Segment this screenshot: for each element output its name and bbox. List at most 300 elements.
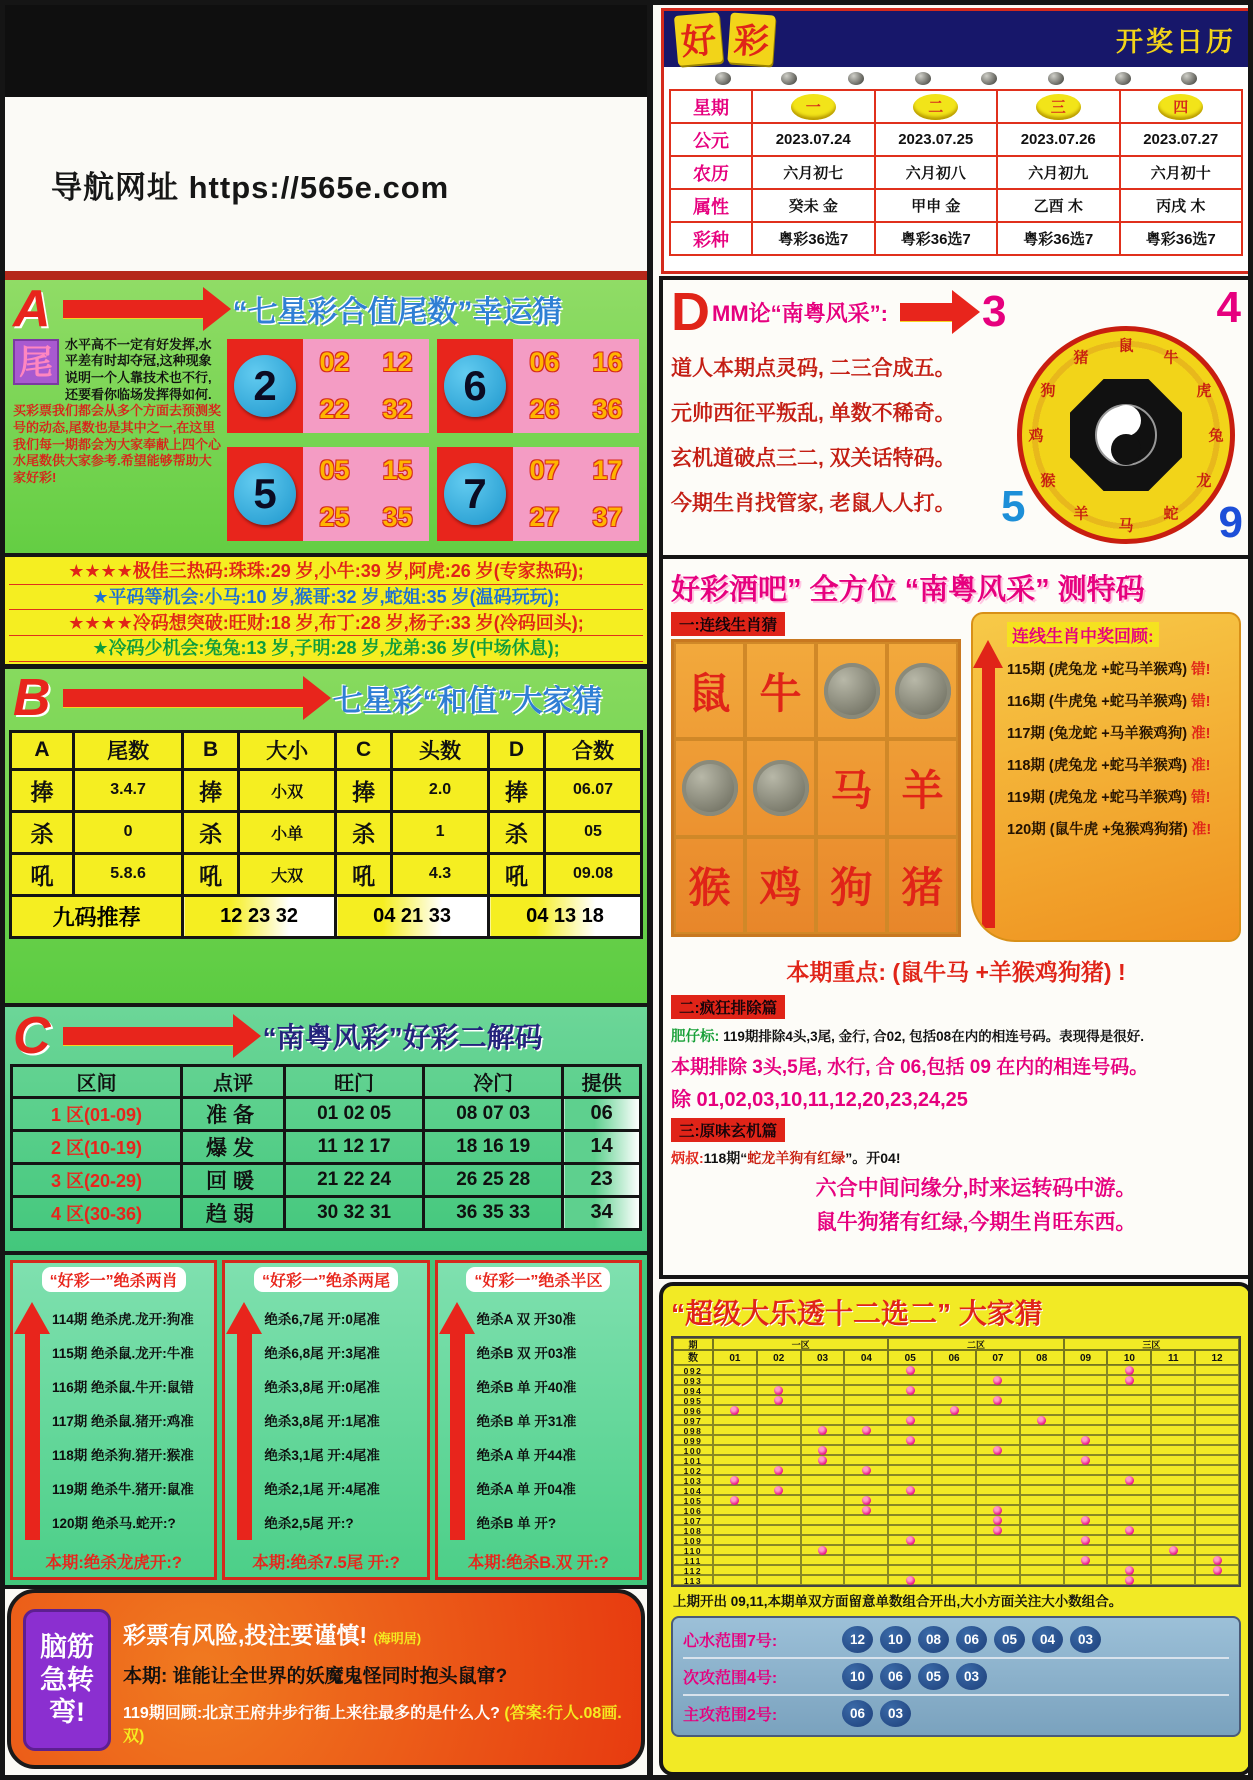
- lotto-cell: [801, 1375, 845, 1385]
- calendar-value: 癸未 金: [752, 189, 875, 222]
- b-cell: 杀: [183, 811, 239, 853]
- intro-text-red: 买彩票我们都会从多个方面去预测奖号的动态,尾数也是其中之一,在这里我们每一期都会为大家奉献上四个心水尾数供大家参考.希望能够帮助大家好彩!: [13, 403, 222, 485]
- period-label: 097: [673, 1415, 713, 1425]
- lotto-cell: [801, 1425, 845, 1435]
- lotto-dot: [1213, 1556, 1222, 1565]
- tail-digit-chip: [227, 447, 303, 541]
- calendar-value: 甲申 金: [875, 189, 998, 222]
- riddle-review: [123, 1700, 629, 1746]
- tail-number: 32: [382, 393, 413, 424]
- lotto-dot: [1213, 1566, 1222, 1575]
- period-label: 096: [673, 1405, 713, 1415]
- tail-numbers: [513, 339, 639, 433]
- lotto-row: [673, 1395, 1239, 1405]
- lotto-cell: [888, 1505, 932, 1515]
- lotto-cell: [1020, 1555, 1064, 1565]
- lotto-cell: [1020, 1515, 1064, 1525]
- kill-record: 绝杀6,7尾 开:0尾准: [264, 1312, 380, 1327]
- lotto-cell: [801, 1525, 845, 1535]
- lotto-cell: [1107, 1475, 1151, 1485]
- lotto-row: [673, 1515, 1239, 1525]
- lotto-cell: [976, 1385, 1020, 1395]
- section-c: [5, 1007, 647, 1255]
- b-header-cell: 头数: [392, 731, 489, 769]
- kill-column: [435, 1260, 642, 1580]
- left-column: [5, 5, 653, 1775]
- tail-number: 16: [592, 346, 623, 377]
- lotto-cell: [757, 1365, 801, 1375]
- lotto-dot: [818, 1546, 827, 1555]
- lotto-cell: [713, 1365, 757, 1375]
- kill-column-title: “好彩一”绝杀半区: [466, 1267, 610, 1292]
- lotto-cell: [844, 1505, 888, 1515]
- lotto-cell: [844, 1425, 888, 1435]
- lotto-cell: [1195, 1565, 1239, 1575]
- lotto-cell: [976, 1545, 1020, 1555]
- lotto-cell: [932, 1505, 976, 1515]
- c-cell: 趋弱: [181, 1196, 284, 1229]
- review-row: [1007, 722, 1235, 743]
- tail-digit-chip: [437, 447, 513, 541]
- riddle-question: 本期: 谁能让全世界的妖魔鬼怪同时抱头鼠窜?: [123, 1666, 508, 1687]
- lotto-dot: [1081, 1556, 1090, 1565]
- yinyang-icon: [1095, 404, 1157, 466]
- lotto-cell: [1195, 1375, 1239, 1385]
- nav-url-link[interactable]: 导航网址 https://565e.com: [51, 169, 450, 205]
- lotto-cell: [1064, 1375, 1108, 1385]
- lotto-cell: [932, 1475, 976, 1485]
- lotto-cell: [1107, 1485, 1151, 1495]
- lotto-cell: [932, 1415, 976, 1425]
- lotto-cell: [1020, 1575, 1064, 1585]
- lotto-cell: [844, 1465, 888, 1475]
- lucky-tail-group: [227, 447, 429, 541]
- review-period: 116期: [1007, 694, 1049, 710]
- logo-char: 彩: [727, 12, 775, 65]
- up-arrow-shape: [237, 1332, 252, 1540]
- lotto-cell: [1020, 1525, 1064, 1535]
- lotto-cell: [976, 1405, 1020, 1415]
- lotto-cell: [1195, 1445, 1239, 1455]
- zodiac-char: 兔: [1208, 427, 1224, 445]
- lotto-dot: [774, 1486, 783, 1495]
- kill-column-body: [228, 1294, 423, 1546]
- lotto-cell: [1151, 1445, 1195, 1455]
- uncle-text: 118期“: [703, 1150, 748, 1166]
- tail-number: 12: [382, 346, 413, 377]
- review-period: 115期: [1007, 662, 1049, 678]
- subsection-3-label: 三:原味玄机篇: [671, 1118, 785, 1142]
- lotto-row: [673, 1375, 1239, 1385]
- review-row: [1007, 818, 1235, 839]
- section-c-label: C: [13, 1007, 51, 1065]
- zodiac-cell: 猪: [887, 837, 958, 934]
- subsection-2-label: 二:疯狂排除篇: [671, 995, 785, 1019]
- lotto-cell: [844, 1515, 888, 1525]
- lotto-cell: [1195, 1515, 1239, 1525]
- review-row: [1007, 690, 1235, 711]
- kill-record-list: [477, 1294, 636, 1546]
- binder-ring-icon: [848, 72, 864, 85]
- lotto-dot: [906, 1486, 915, 1495]
- right-arrow-icon: [63, 1027, 233, 1045]
- lotto-cell: [1020, 1365, 1064, 1375]
- fat-boy-label: 肥仔标:: [671, 1029, 720, 1045]
- lotto-dot: [774, 1386, 783, 1395]
- up-arrow-icon: [16, 1294, 52, 1546]
- lotto-cell: [888, 1375, 932, 1385]
- lotto-cell: [801, 1395, 845, 1405]
- coin-icon: [895, 663, 951, 719]
- lotto-cell: [713, 1415, 757, 1425]
- riddle-warning: [123, 1617, 629, 1650]
- lotto-cell: [1107, 1365, 1151, 1375]
- lotto-dot: [730, 1496, 739, 1505]
- hot-strip-row: ★冷码少机会:兔兔:13 岁,子明:28 岁,龙弟:36 岁(中场休息);: [9, 636, 643, 661]
- kill-record: 绝杀A 单 开44准: [476, 1448, 576, 1463]
- zodiac-char: 虎: [1196, 382, 1212, 400]
- lotto-cell: [757, 1445, 801, 1455]
- zone-header: 二区: [888, 1338, 1063, 1350]
- lotto-cell: [757, 1425, 801, 1435]
- period-label: 110: [673, 1545, 713, 1555]
- lotto-cell: [1195, 1555, 1239, 1565]
- lotto-cell: [888, 1385, 932, 1395]
- lotto-row: [673, 1535, 1239, 1545]
- lotto-cell: [1151, 1555, 1195, 1565]
- kill-current-tip: 本期:绝杀B.双 开:?: [467, 1554, 609, 1572]
- lotto-cell: [1195, 1395, 1239, 1405]
- binder-ring-icon: [915, 72, 931, 85]
- tail-number: 26: [529, 393, 560, 424]
- kill-column: [222, 1260, 429, 1580]
- lotto-cell: [757, 1565, 801, 1575]
- corner-number-3: 3: [981, 287, 1007, 336]
- lotto-cell: [1107, 1545, 1151, 1555]
- lotto-dot: [906, 1536, 915, 1545]
- lucky-tail-group: [437, 339, 639, 433]
- lotto-cell: [1195, 1505, 1239, 1515]
- lotto-dot: [862, 1496, 871, 1505]
- subsection-1-label: 一:连线生肖猜: [671, 612, 785, 636]
- kill-record: 绝杀3,8尾 开:1尾准: [264, 1414, 380, 1429]
- lotto-cell: [713, 1435, 757, 1445]
- lotto-cell: [1064, 1455, 1108, 1465]
- lotto-cell: [713, 1375, 757, 1385]
- period-label: 105: [673, 1495, 713, 1505]
- number-col-header: 02: [757, 1350, 801, 1365]
- kill-record: 绝杀2,1尾 开:4尾准: [264, 1482, 380, 1497]
- lotto-cell: [1151, 1375, 1195, 1385]
- number-col-header: 06: [932, 1350, 976, 1365]
- kill-record: 绝杀B 单 开31准: [476, 1414, 577, 1429]
- lotto-row: [673, 1475, 1239, 1485]
- tail-number: 02: [319, 346, 350, 377]
- zodiac-cell: 鼠: [674, 642, 745, 739]
- lotto-cell: [801, 1515, 845, 1525]
- number-col-header: 12: [1195, 1350, 1239, 1365]
- zodiac-cell: 狗: [816, 837, 887, 934]
- c-header-cell: 冷门: [424, 1065, 563, 1097]
- b-footer-row: [11, 895, 642, 937]
- lotto-cell: [713, 1535, 757, 1545]
- uncle-quote: 蛇龙羊狗有红绿: [747, 1150, 846, 1166]
- lotto-cell: [1020, 1485, 1064, 1495]
- lotto-cell: [932, 1435, 976, 1445]
- lotto-cell: [1064, 1575, 1108, 1585]
- review-list: [1007, 658, 1235, 839]
- review-result: 准!: [1191, 726, 1211, 742]
- calendar-row-label: 彩种: [670, 222, 752, 255]
- lotto-cell: [844, 1445, 888, 1455]
- lotto-cell: [844, 1435, 888, 1445]
- lotto-cell: [801, 1575, 845, 1585]
- range-row: [683, 1622, 1229, 1659]
- section-a-intro: [13, 337, 221, 541]
- lotto-cell: [801, 1545, 845, 1555]
- lotto-cell: [932, 1555, 976, 1565]
- b-cell: 吼: [336, 853, 392, 895]
- range-number: 10: [880, 1626, 911, 1653]
- lotto-cell: [757, 1535, 801, 1545]
- calendar-value: 2023.07.25: [875, 123, 998, 156]
- fat-boy-text: 119期排除4头,3尾, 金行, 合02, 包括08在内的相连号码。表现得是很好.: [723, 1029, 1144, 1044]
- lotto-cell: [1151, 1405, 1195, 1415]
- number-col-header: 11: [1151, 1350, 1195, 1365]
- kill-column-body: [441, 1294, 636, 1546]
- lotto-cell: [713, 1485, 757, 1495]
- b-cell: 大双: [239, 853, 336, 895]
- review-period: 117期: [1007, 726, 1049, 742]
- review-result: 准!: [1191, 822, 1212, 838]
- lotto-cell: [888, 1525, 932, 1535]
- tail-digit: 6: [444, 355, 506, 417]
- hot-strip-row: ★★★★冷码想突破:旺财:18 岁,布丁:28 岁,杨子:33 岁(冷码回头);: [9, 611, 643, 636]
- tail-number: 05: [319, 454, 350, 485]
- corner-number-4: 4: [1216, 283, 1241, 332]
- zodiac-char: 猪: [1073, 349, 1089, 367]
- period-label: 104: [673, 1485, 713, 1495]
- review-pick: (鼠牛虎 +兔猴鸡狗猪): [1049, 822, 1192, 838]
- tail-number: 36: [592, 393, 623, 424]
- lotto-cell: [932, 1495, 976, 1505]
- lotto-cell: [932, 1465, 976, 1475]
- lotto-cell: [713, 1505, 757, 1515]
- b-cell: 杀: [11, 811, 74, 853]
- coin-cell: [816, 642, 887, 739]
- lotto-cell: [1195, 1535, 1239, 1545]
- lotto-cell: [976, 1575, 1020, 1585]
- lotto-dot: [818, 1426, 827, 1435]
- lotto-cell: [844, 1395, 888, 1405]
- lotto-cell: [1151, 1535, 1195, 1545]
- lotto-cell: [1107, 1465, 1151, 1475]
- lucky-tail-group: [437, 447, 639, 541]
- calendar-value: [1120, 90, 1243, 123]
- lotto-cell: [844, 1405, 888, 1415]
- kill-record: 绝杀A 单 开04准: [476, 1482, 576, 1497]
- weekday-pill: 三: [1036, 94, 1081, 120]
- tail-number: 22: [319, 393, 350, 424]
- lotto-cell: [1020, 1395, 1064, 1405]
- c-header-cell: 区间: [12, 1065, 182, 1097]
- lotto-cell: [888, 1405, 932, 1415]
- c-cell: 26 25 28: [424, 1163, 563, 1196]
- tail-digit-chip: [227, 339, 303, 433]
- tail-number: 07: [529, 454, 560, 485]
- kill-current-tip: 本期:绝杀7.5尾 开:?: [252, 1554, 400, 1572]
- section-c-title: “南粤风彩”好彩二解码: [262, 1022, 543, 1054]
- calendar-value: 六月初七: [752, 156, 875, 189]
- lotto-cell: [1195, 1475, 1239, 1485]
- lotto-cell: [1195, 1385, 1239, 1395]
- kill-record: 绝杀A 双 开30准: [476, 1312, 576, 1327]
- binder-ring-icon: [781, 72, 797, 85]
- warning-text: 彩票有风险,投注要谨慎!: [123, 1621, 368, 1648]
- lotto-cell: [888, 1545, 932, 1555]
- b-cell: 捧: [183, 769, 239, 811]
- lotto-cell: [757, 1485, 801, 1495]
- b-header-row: [11, 731, 642, 769]
- zodiac-wheel: [1017, 326, 1235, 544]
- b-header-cell: A: [11, 731, 74, 769]
- c-data-row: [12, 1130, 641, 1163]
- calendar-row-label: 属性: [670, 189, 752, 222]
- mystic-poem: [671, 1172, 1241, 1239]
- c-data-row: [12, 1163, 641, 1196]
- uncle-text-end: ”。开04!: [845, 1150, 901, 1166]
- binder-ring-icon: [1181, 72, 1197, 85]
- lotto-cell: [1107, 1455, 1151, 1465]
- zodiac-char: 牛: [1163, 349, 1179, 367]
- tail-numbers: [303, 447, 429, 541]
- kill-record: 116期 绝杀鼠.牛开:鼠错: [52, 1380, 194, 1395]
- kill-record: 绝杀B 单 开?: [476, 1516, 557, 1531]
- lotto-cell: [1151, 1525, 1195, 1535]
- number-col-header: 03: [801, 1350, 845, 1365]
- lotto-cell: [1151, 1545, 1195, 1555]
- lotto-note: 上期开出 09,11,本期单双方面留意单数组合开出,大小方面关注大小数组合。: [673, 1594, 1123, 1609]
- uncle-line: [671, 1148, 1241, 1168]
- kill-column: [10, 1260, 217, 1580]
- period-label: 106: [673, 1505, 713, 1515]
- section-b-label: B: [13, 669, 51, 727]
- lotto-cell: [932, 1365, 976, 1375]
- lotto-cell: [713, 1455, 757, 1465]
- corner-number-9: 9: [1218, 498, 1243, 547]
- lotto-cell: [888, 1535, 932, 1545]
- lotto-cell: [932, 1485, 976, 1495]
- lotto-cell: [1195, 1485, 1239, 1495]
- weekday-pill: 二: [913, 94, 958, 120]
- lotto-row: [673, 1425, 1239, 1435]
- mystic-poem-line2: 鼠牛狗猪有红绿,今期生肖旺东西。: [815, 1210, 1137, 1234]
- weekday-pill: 一: [791, 94, 836, 120]
- lotto-dot: [906, 1386, 915, 1395]
- lotto-cell: [844, 1555, 888, 1565]
- lotto-cell: [801, 1455, 845, 1465]
- lotto-row: [673, 1565, 1239, 1575]
- weekday-pill: 四: [1158, 94, 1203, 120]
- binder-ring-icon: [981, 72, 997, 85]
- b-data-row: [11, 769, 642, 811]
- c-header-cell: 旺门: [285, 1065, 424, 1097]
- calendar-row: [670, 189, 1242, 222]
- lotto-cell: [1151, 1455, 1195, 1465]
- lotto-cell: [1020, 1565, 1064, 1575]
- c-cell: 18 16 19: [424, 1130, 563, 1163]
- lotto-cell: [888, 1555, 932, 1565]
- lotto-cell: [1107, 1435, 1151, 1445]
- lotto-cell: [976, 1395, 1020, 1405]
- zodiac-char: 羊: [1073, 505, 1089, 523]
- lotto-cell: [1195, 1525, 1239, 1535]
- lotto-cell: [801, 1435, 845, 1445]
- lotto-cell: [976, 1495, 1020, 1505]
- binder-ring-icon: [1115, 72, 1131, 85]
- lotto-cell: [801, 1565, 845, 1575]
- zodiac-char: 龙: [1196, 472, 1212, 490]
- review-answer: (答案:行人.08画.双): [123, 1704, 622, 1745]
- lotto-cell: [976, 1535, 1020, 1545]
- lotto-cell: [1151, 1505, 1195, 1515]
- kill-record: 115期 绝杀鼠.龙开:牛准: [52, 1346, 194, 1361]
- lotto-cell: [713, 1395, 757, 1405]
- lotto-cell: [844, 1375, 888, 1385]
- lotto-dot: [906, 1436, 915, 1445]
- lotto-cell: [1020, 1455, 1064, 1465]
- riddle-vertical-label: 脑筋急转弯!: [23, 1609, 111, 1751]
- lotto-cell: [1020, 1545, 1064, 1555]
- lotto-row: [673, 1465, 1239, 1475]
- lotto-cell: [757, 1385, 801, 1395]
- zodiac-char: 鼠: [1118, 337, 1134, 355]
- lotto-cell: [1020, 1425, 1064, 1435]
- current-focus: 本期重点: (鼠牛马 +羊猴鸡狗猪) !: [786, 959, 1126, 985]
- c-header-row: [12, 1065, 641, 1097]
- zodiac-char: 狗: [1040, 382, 1056, 400]
- c-header-cell: 提供: [563, 1065, 641, 1097]
- tail-char-badge: 尾: [13, 339, 59, 385]
- section-c-header: [5, 1007, 647, 1065]
- kill-record: 绝杀3,1尾 开:4尾准: [264, 1448, 380, 1463]
- lotto-cell: [1195, 1415, 1239, 1425]
- c-cell: 2 区(10-19): [12, 1130, 182, 1163]
- riddle-box: [7, 1589, 645, 1769]
- range-number: 08: [918, 1626, 949, 1653]
- fat-boy-line: [671, 1025, 1241, 1046]
- lotto-cell: [757, 1505, 801, 1515]
- lotto-cell: [844, 1535, 888, 1545]
- lotto-cell: [1107, 1525, 1151, 1535]
- calendar-row-label: 农历: [670, 156, 752, 189]
- lotto-row: [673, 1435, 1239, 1445]
- lotto-cell: [1107, 1575, 1151, 1585]
- c-cell: 爆发: [181, 1130, 284, 1163]
- review-result: 错!: [1191, 790, 1211, 806]
- range-label: 心水范围7号:: [683, 1632, 778, 1650]
- section-b-header: [5, 669, 647, 727]
- kill-record: 120期 绝杀马.蛇开:?: [52, 1516, 176, 1531]
- coin-cell: [745, 739, 816, 836]
- lotto-row: [673, 1405, 1239, 1415]
- lotto-dot: [1125, 1576, 1134, 1585]
- lotto-cell: [713, 1425, 757, 1435]
- lotto-cell: [976, 1365, 1020, 1375]
- c-cell: 1 区(01-09): [12, 1097, 182, 1130]
- zone-decode-table: [10, 1064, 642, 1231]
- right-arrow-icon: [900, 303, 952, 321]
